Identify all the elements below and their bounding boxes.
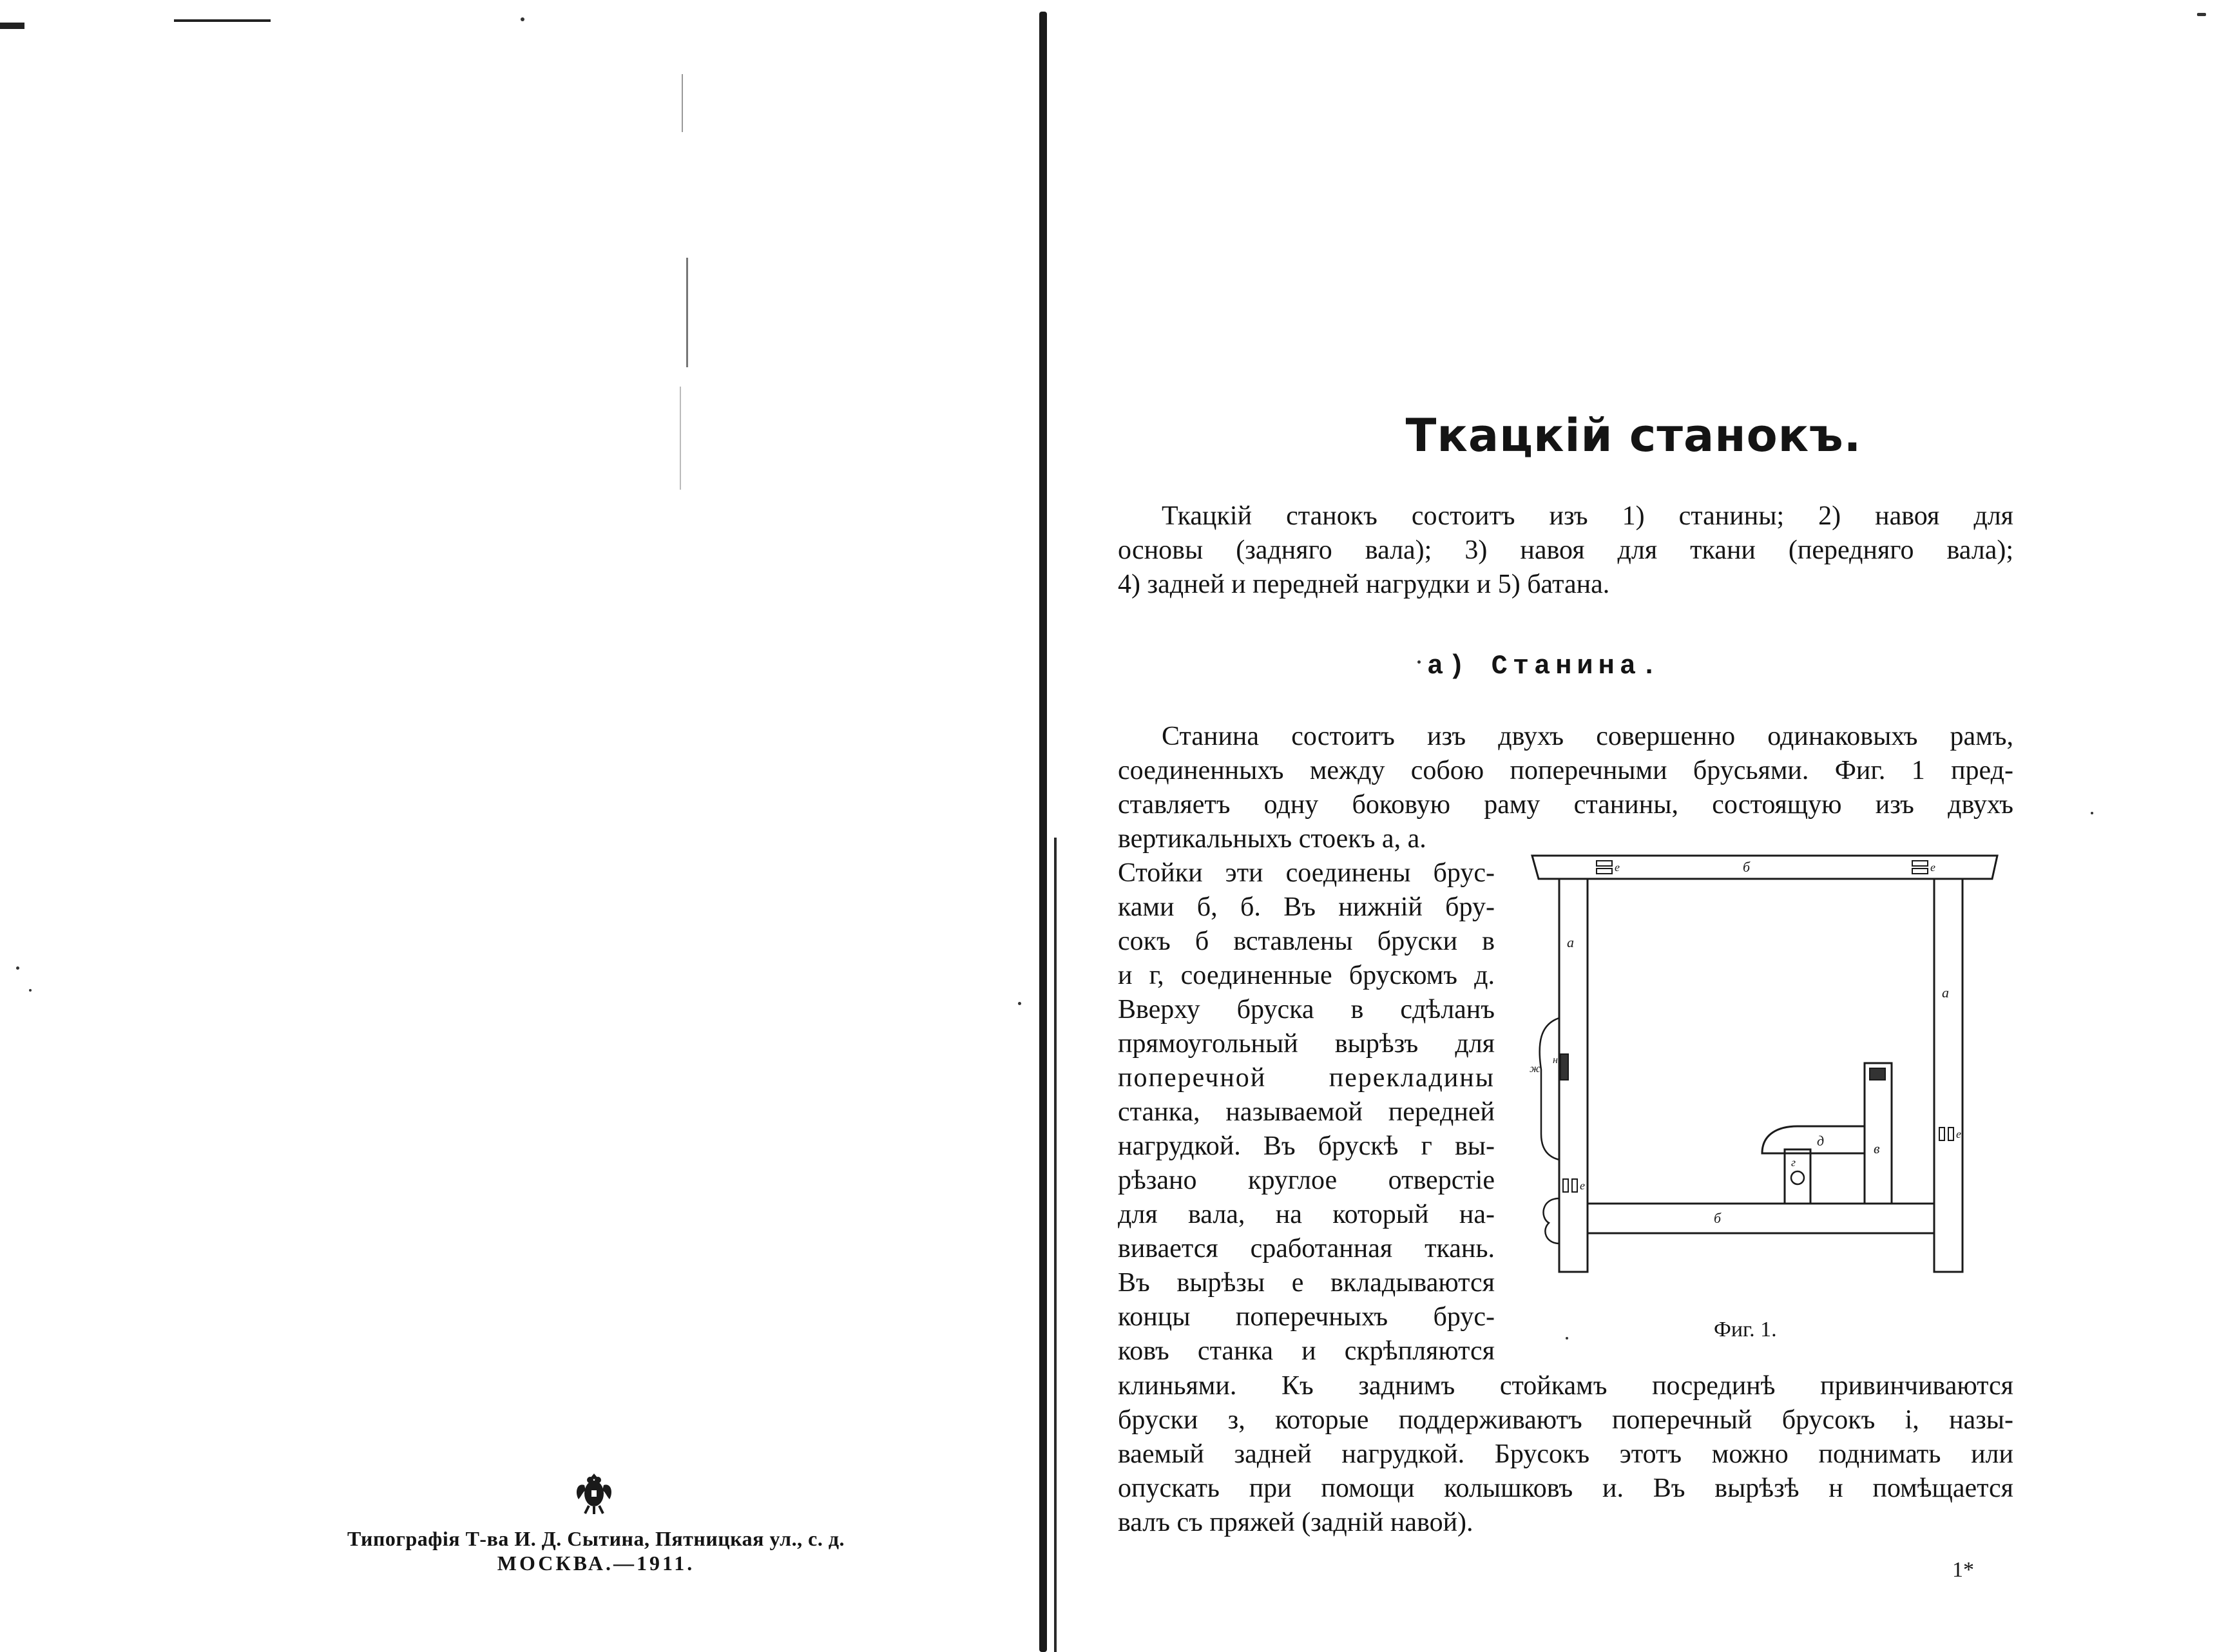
text-line: сокъ б вставлены бруски в [1118, 927, 1495, 956]
bottom-beam [1588, 1204, 1934, 1233]
intro-paragraph [1118, 499, 2013, 602]
label-slot: е [1615, 861, 1620, 874]
text-line: нагрудкой. Въ брускѣ г вы- [1118, 1131, 1495, 1161]
label-bar-v: в [1874, 1140, 1880, 1157]
text-line: вивается сработанная ткань. [1118, 1234, 1495, 1263]
speck [1018, 1002, 1021, 1005]
scan-mark [680, 387, 681, 490]
label-slot: е [1580, 1179, 1585, 1192]
imprint-city-year: МОСКВА.—1911. [497, 1551, 695, 1575]
slot-right-mid [1939, 1128, 1953, 1140]
text-line: клиньями. Къ заднимъ стойкамъ посрединѣ привинчиваются [1118, 1371, 2013, 1401]
label-peg: ж [1530, 1062, 1540, 1075]
top-beam [1532, 856, 1997, 879]
label-bar-g: г [1791, 1156, 1796, 1169]
speck [2091, 812, 2093, 814]
text-line: Въ вырѣзы е вкладываются [1118, 1268, 1495, 1298]
speck [521, 17, 524, 21]
page-number: 1* [1952, 1558, 1974, 1582]
speck [16, 966, 19, 970]
label-slot: е [1956, 1128, 1961, 1140]
slot-right-top [1912, 861, 1928, 874]
text-line: соединенныхъ между собою поперечными брусьями. Фиг. 1 пред- [1118, 756, 2013, 785]
text-line: Вверху бруска в сдѣланъ [1118, 995, 1495, 1024]
text-line: валъ съ пряжей (задній навой). [1118, 1508, 1473, 1537]
body-paragraph-narrow [1118, 822, 1495, 1369]
text-line: Стойки эти соединены брус- [1118, 858, 1495, 888]
eagle-emblem-icon [573, 1471, 615, 1516]
text-line: вертикальныхъ стоекъ а, а. [1118, 824, 1426, 854]
slot-left-low [1563, 1179, 1577, 1192]
text-line: ками б, б. Въ нижній бру- [1118, 892, 1495, 922]
text-line: и г, соединенные брускомъ д. [1118, 961, 1495, 990]
label-post-right: а [1942, 984, 1949, 1001]
section-heading: а) Станина. [1427, 651, 1663, 682]
bar-v [1865, 1063, 1892, 1204]
speck [1417, 660, 1421, 664]
slot-left-top [1597, 861, 1612, 874]
label-bar-d: д [1817, 1133, 1825, 1149]
text-line: опускать при помощи колышковъ и. Въ вырѣзѣ н помѣщается [1118, 1474, 2013, 1503]
text-line: бруски з, которые поддерживаютъ поперечный брусокъ і, назы- [1118, 1405, 2013, 1435]
post-right [1934, 879, 1963, 1272]
label-beam-top: б [1743, 859, 1751, 875]
round-hole [1791, 1171, 1804, 1184]
imprint-publisher: Типографія Т-ва И. Д. Сытина, Пятницкая ул., с. д. [347, 1527, 845, 1550]
page-title: Ткацкій станокъ. [1405, 409, 1862, 462]
label-beam-bottom: б [1714, 1210, 1722, 1226]
text-line: 4) задней и передней нагрудки и 5) батана. [1118, 570, 1610, 599]
text-line: ваемый задней нагрудкой. Брусокъ этотъ можно поднимать или [1118, 1439, 2013, 1469]
text-line: станка, называемой передней [1118, 1097, 1495, 1127]
peg-box [1560, 1054, 1568, 1080]
text-line: для вала, на который на- [1118, 1200, 1495, 1229]
scan-mark [686, 258, 688, 367]
side-bracket [1540, 1018, 1559, 1160]
text-line: поперечной перекладины [1118, 1063, 1495, 1093]
label-post-left: а [1567, 934, 1574, 950]
scan-mark [0, 23, 24, 29]
scan-mark [682, 74, 683, 132]
label-notch: н [1553, 1055, 1558, 1066]
left-page [0, 0, 1050, 1652]
text-line: Ткацкій станокъ состоитъ изъ 1) станины; 2) навоя для [1162, 501, 2013, 531]
speck [1566, 1337, 1568, 1340]
loom-frame-figure [1527, 850, 2007, 1289]
label-slot: е [1930, 861, 1935, 874]
text-line: концы поперечныхъ брус- [1118, 1302, 1495, 1332]
speck [29, 989, 32, 992]
bar-g [1785, 1149, 1810, 1204]
text-line: Станина состоитъ изъ двухъ совершенно одинаковыхъ рамъ, [1162, 722, 2013, 751]
figure-caption: Фиг. 1. [1714, 1318, 1777, 1341]
body-paragraph-tail [1118, 1369, 2013, 1540]
text-line: прямоугольный вырѣзъ для [1118, 1029, 1495, 1059]
binding-gutter [1039, 12, 1047, 1652]
bar-d [1762, 1126, 1865, 1153]
text-line: основы (задняго вала); 3) навоя для ткани (передняго вала); [1118, 535, 2013, 565]
text-line: ковъ станка и скрѣпляются [1118, 1336, 1495, 1366]
text-line: рѣзано круглое отверстіе [1118, 1166, 1495, 1195]
speck [2197, 13, 2206, 16]
notch-v [1870, 1068, 1885, 1080]
lower-bracket [1544, 1198, 1559, 1244]
scan-mark [174, 19, 271, 22]
body-paragraph-full [1118, 720, 2013, 822]
text-line: ставляетъ одну боковую раму станины, состоящую изъ двухъ [1118, 790, 2013, 820]
